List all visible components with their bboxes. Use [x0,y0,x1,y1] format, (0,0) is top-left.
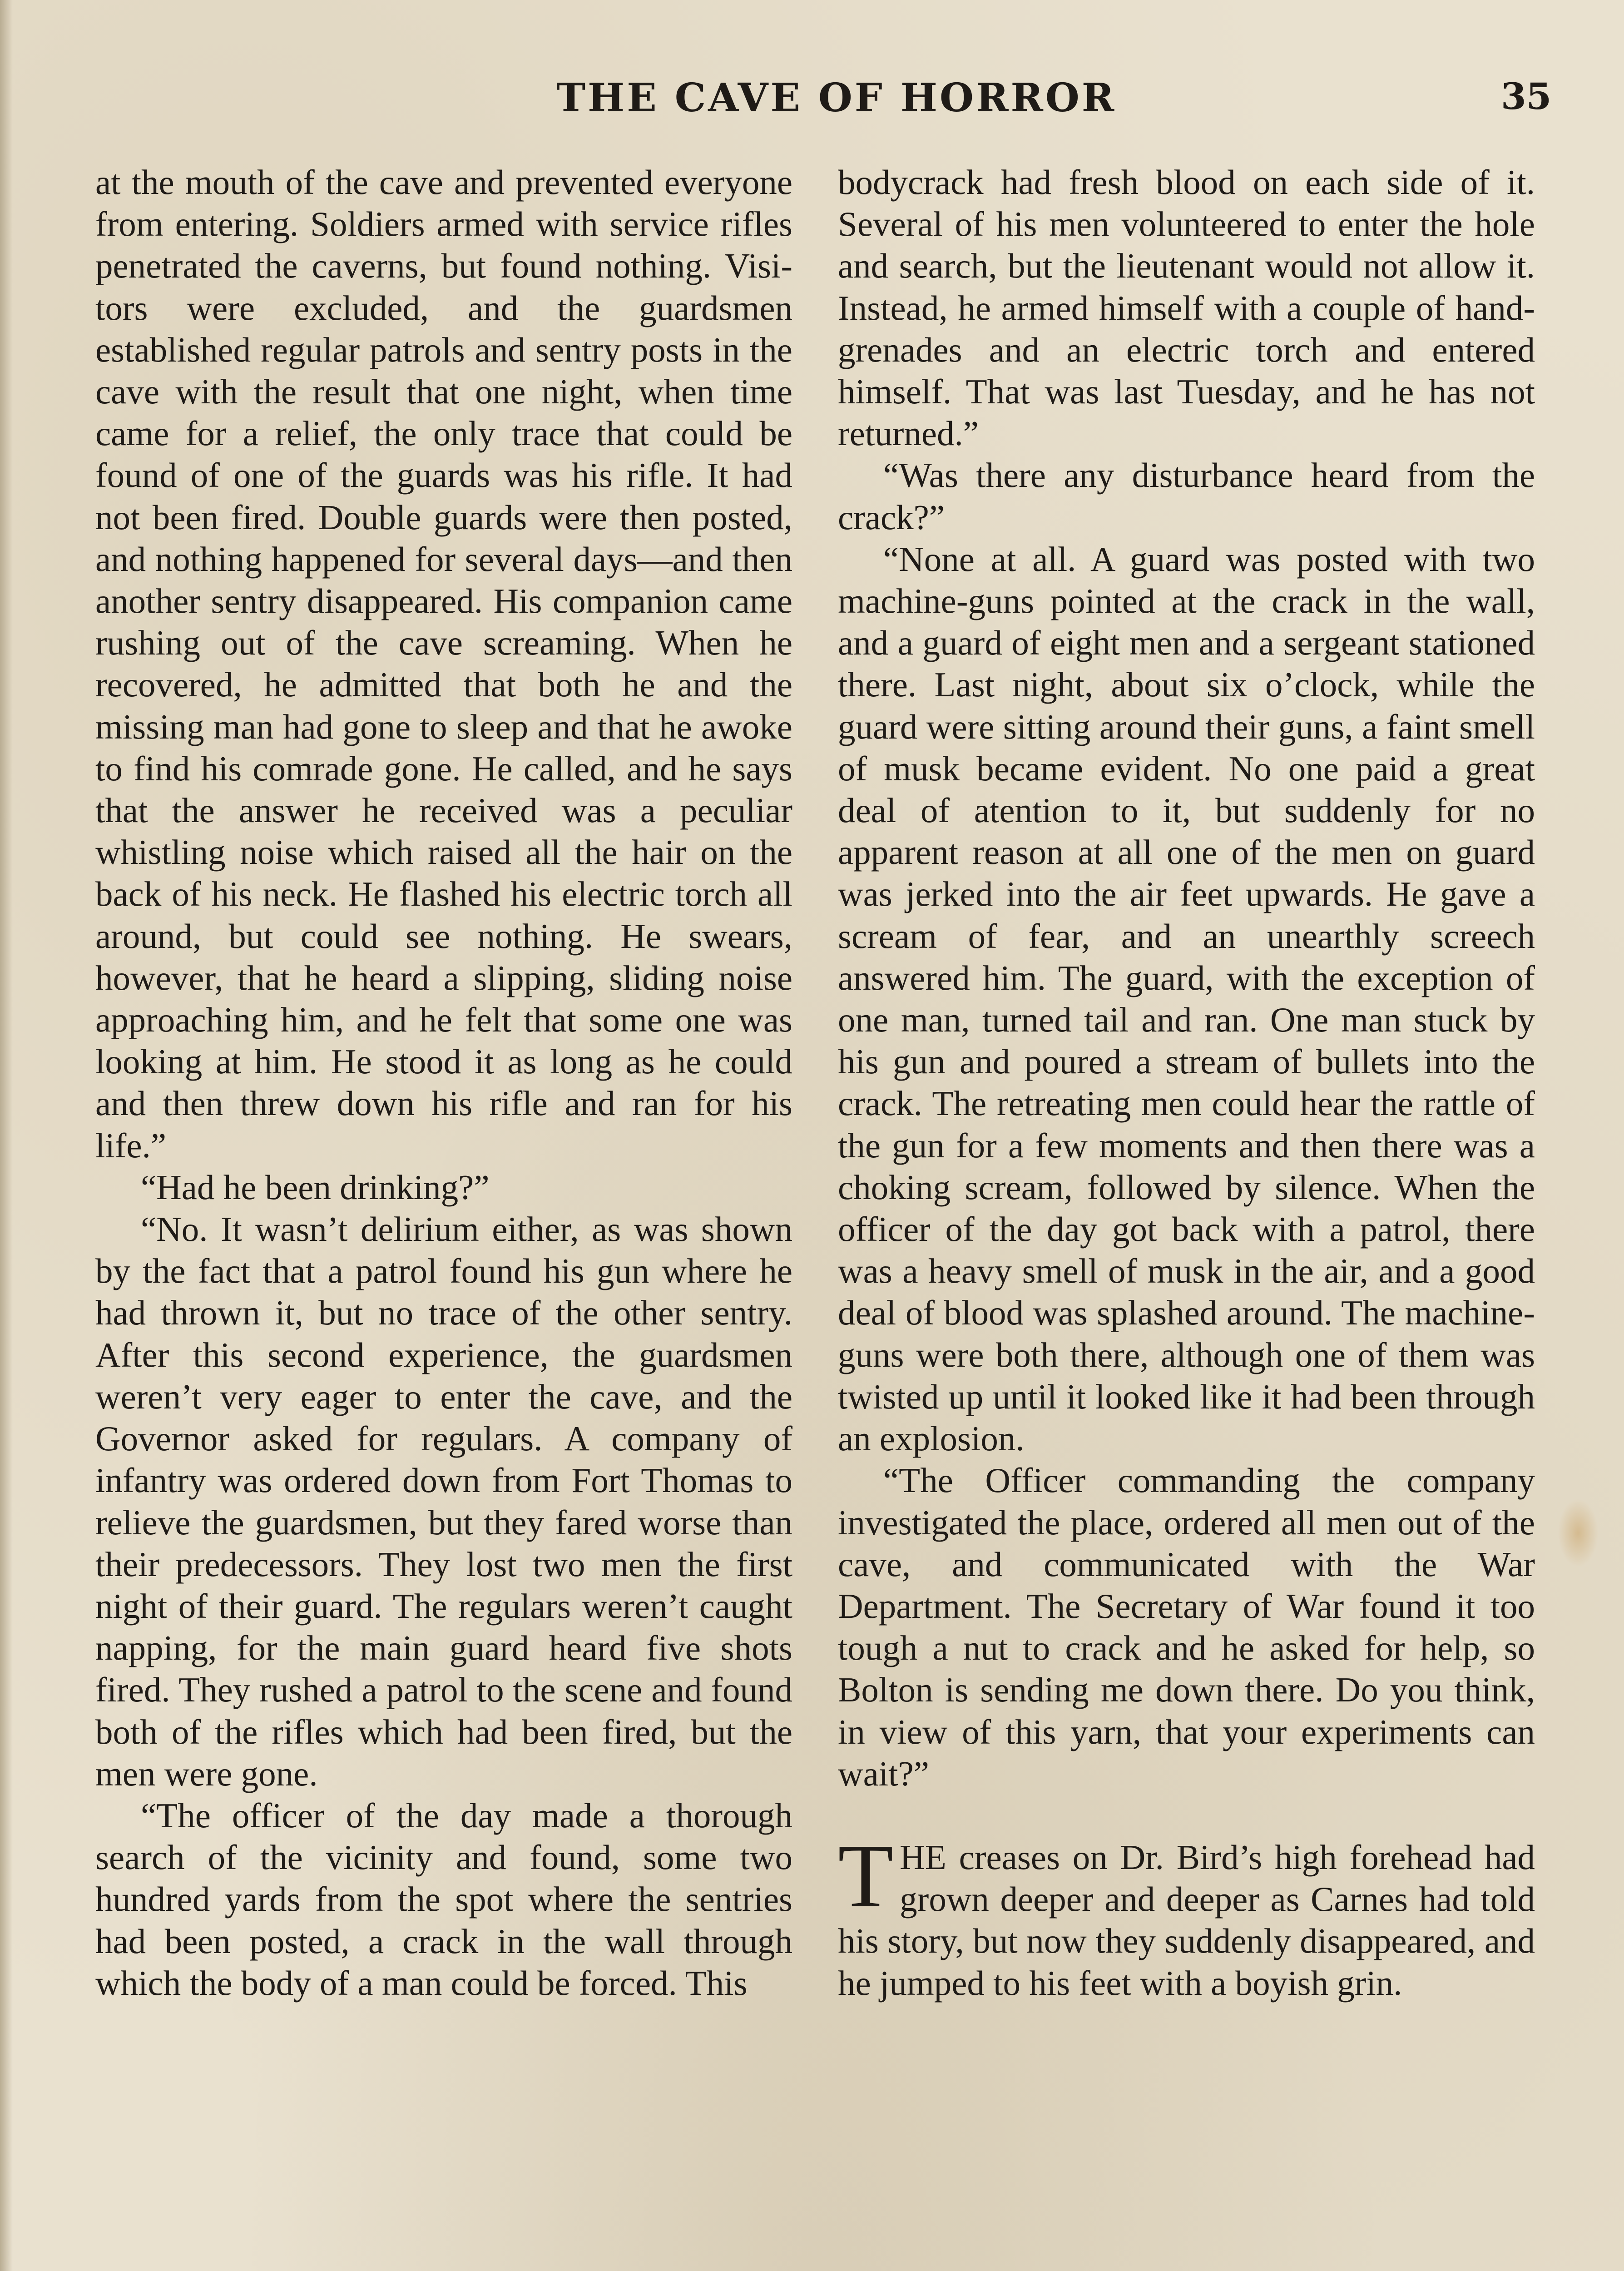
paragraph: “None at all. A guard was posted with two machine-guns pointed at the crack in the wall, and a guard of eight men and a sergeant stationed there. Last night, about six o’clock, while the guard were sitting around their guns, a faint smell of musk became evident. No one paid a great deal of atention to it, but suddenly for no apparent reason at all one of the men on guard was jerked into the air feet upwards. He gave a scream of fear, and an unearthly screech answered him. The guard, with the exception of one man, turned tail and ran. One man stuck by his gun and poured a stream of bullets into the crack. The retreating men could hear the rattle of the gun for a few moments and then there was a choking scream, followed by silence. When the officer of the day got back with a patrol, there was a heavy smell of musk in the air, and a good deal of blood was splashed around. The machine-guns were both there, although one of them was twisted up until it looked like it had been through an explosion. [838,539,1535,1458]
paragraph: “Had he been drinking?” [141,1167,490,1207]
page-header [0,70,1624,125]
section-paragraph [838,1825,1535,2004]
running-title: THE CAVE OF HORROR [556,75,1117,121]
paragraph: at the mouth of the cave and prevented everyone from entering. Soldiers armed with service rifles penetrated the caverns, but found nothing. Visitors were excluded, and the guardsmen established regular patrols and sentry posts in the cave with the result that one night, when time came for a relief, the only trace that could be found of one of the guards was his rifle. It had not been fired. Double guards were then posted, and nothing happened for several days—and then another sentry disappeared. His companion came rushing out of the cave screaming. When he recovered, he admitted that both he and the missing man had gone to sleep and that he awoke to find his comrade gone. He called, and he says that the answer he received was a peculiar whistling noise which raised all the hair on the back of his neck. He flashed his electric torch all around, but could see nothing. He swears, however, that he heard a slipping, sliding noise approaching him, and he felt that some one was looking at him. He stood it as long as he could and then threw down his rifle and ran for his life.” [95,163,792,1165]
section-break [838,1795,1535,1836]
paragraph: “The officer of the day made a thorough search of the vicinity and found, some two hundred yards from the spot where the sentries had been posted, a crack in the wall through which the body of a man could be forced. This [95,1795,792,2003]
page-number: 35 [1501,75,1552,118]
drop-cap: T [838,1825,894,1926]
left-column [95,161,792,2004]
paragraph: bodycrack had fresh blood on each side of it. Several of his men volunteered to enter the hole and search, but the lieutenant would not allow it. Instead, he armed himself with a couple of hand-grenades and an electric torch and entered himself. That was last Tuesday, and he has not returned.” [838,163,1535,453]
page-edge-shadow [0,0,13,2271]
paragraph: “No. It wasn’t delirium either, as was shown by the fact that a patrol found his gun where he had thrown it, but no trace of the other sentry. After this second experience, the guardsmen weren’t very eager to enter the cave, and the Governor asked for regulars. A company of infantry was ordered down from Fort Thomas to relieve the guardsmen, but they fared worse than their predecessors. They lost two men the first night of their guard. The regulars weren’t caught napping, for the main guard heard five shots fired. They rushed a patrol to the scene and found both of the rifles which had been fired, but the men were gone. [95,1210,792,1793]
section-paragraph-text: HE creases on Dr. Bird’s high forehead had grown deeper and deeper as Carnes had told his story, but now they suddenly disappeared, and he jumped to his feet with a boyish grin. [838,1837,1535,2003]
paper-stain [1558,1499,1599,1567]
paragraph: “The Officer commanding the company investigated the place, ordered all men out of the cave, and communicated with the War Department. The Secretary of War found it too tough a nut to crack and he asked for help, so Bolton is sending me down there. Do you think, in view of this yarn, that your experiments can wait?” [838,1461,1535,1793]
paragraph: “Was there any disturbance heard from the crack?” [838,456,1535,537]
right-column [838,161,1535,2004]
